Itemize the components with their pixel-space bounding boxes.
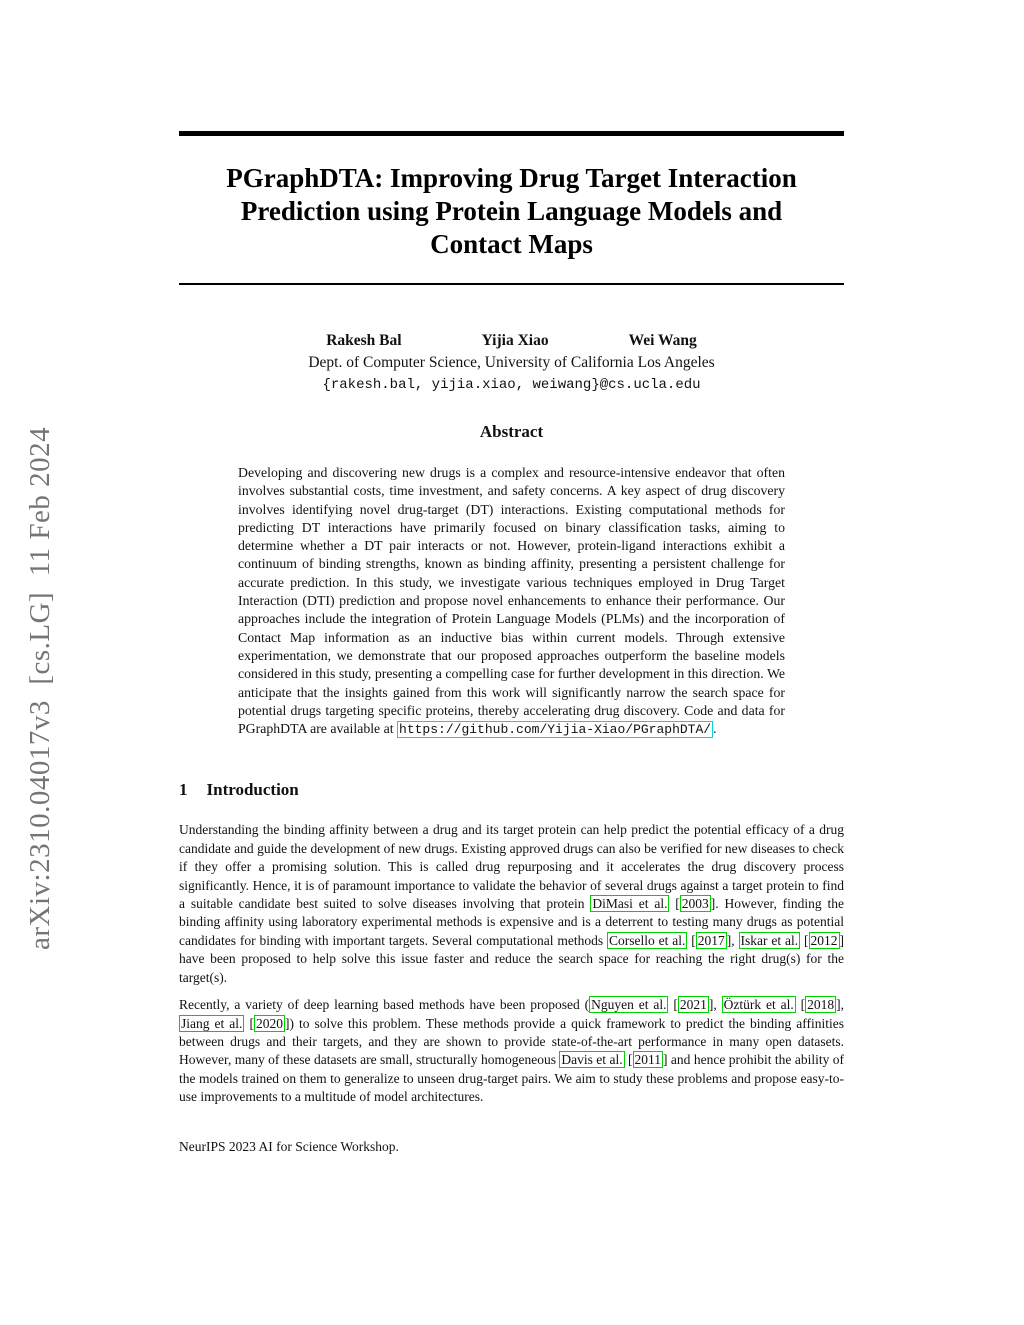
authors-affiliation: Dept. of Computer Science, University of California Los Angeles [308,354,715,371]
body-text-run: [ [687,932,696,948]
body-text-run: [ [624,1052,633,1068]
abstract-heading: Abstract [479,422,544,441]
citation-link[interactable]: 2021 [679,997,707,1013]
abstract-text [238,464,785,739]
citation-link[interactable]: Öztürk et al. [723,997,794,1013]
introduction-paragraph-2 [179,996,844,1106]
paper-title [179,162,844,261]
body-text-run: [ [795,997,806,1013]
paper-title-line-2: Prediction using Protein Language Models and [240,196,783,226]
citation-link[interactable]: 2020 [255,1015,283,1031]
body-text-run: [ [800,932,809,948]
body-text-run: ] have been proposed to help solve this issue faster and reduce the search space for reaching the right drug(s) for the target(s). [179,932,845,985]
body-text-run: [ [668,997,678,1013]
title-rule-top [179,131,844,136]
citation-link[interactable]: 2017 [697,932,725,948]
body-text-run: Understanding the binding affinity between a drug and its target protein can help predict the potential efficacy of a drug candidate and guide the development of new drugs. Existing approved drugs can also be verified for new diseases to check if they offer a promising solution. This is called drug repurposing and it accelerates the drug discovery process significantly. Hence, it is of paramount importance to validate the behavior of several drugs against a target protein to find a suitable candidate best suited to solve diseases involving that protein [179,822,844,912]
body-text-run: ], [708,997,722,1013]
body-text-run: Developing and discovering new drugs is a complex and resource-intensive endeavor that often involves substantial costs, time investment, and safety concerns. A key aspect of drug discovery involves identifying novel drug-target (DT) interactions. Existing computational methods for predicting DT interactions have primarily focused on binary classification tasks, aiming to determine whether a DT pair interacts or not. However, protein-ligand interactions exhibit a continuum of binding strengths, known as binding affinity, presenting a persistent challenge for accurate prediction. In this study, we investigate various techniques employed in Drug Target Interaction (DTI) prediction and propose novel enhancements to enhance their performance. Our approaches include the integration of Protein Language Models (PLMs) and the incorporation of Contact Map information as an inductive bias within current models. Through extensive experimentation, we demonstrate that our proposed approaches outperform the baseline models considered in this study, presenting a compelling case for further development in this direction. We anticipate that the insights gained from this work will significantly narrow the search space for potential drugs targeting specific proteins, thereby accelerating drug discovery. Code and data for PGraphDTA are available at [238,465,785,737]
body-text-run: ], [836,997,845,1013]
paper-title-line-3: Contact Maps [430,229,593,259]
body-text-run: ], [726,932,739,948]
citation-link[interactable]: Jiang et al. [181,1015,243,1031]
paper-title-line-1: PGraphDTA: Improving Drug Target Interaction [226,163,797,193]
body-text-run: . [713,721,717,737]
page-content [179,0,844,1156]
title-rule-bottom [179,283,844,285]
authors-row [179,331,844,350]
author-name-2: Yijia Xiao [481,332,549,349]
citation-link[interactable]: DiMasi et al. [592,896,668,912]
section-heading-introduction [179,779,844,801]
citation-link[interactable]: Iskar et al. [740,932,799,948]
arxiv-watermark: arXiv:2310.04017v3 [cs.LG] 11 Feb 2024 [24,426,56,950]
body-text-run: ]) to solve this problem. These methods provide a quick framework to predict the binding affinities between drugs and their targets, and they are shown to provide state-of-the-art performance in many open datasets. However, many of these datasets are small, structurally homogeneous [179,1015,844,1068]
author-name-3: Wei Wang [628,332,697,349]
body-text-run: [ [669,896,680,912]
introduction-paragraph-1 [179,821,844,987]
citation-link[interactable]: 2012 [810,932,838,948]
citation-link[interactable]: Davis et al. [561,1052,623,1068]
citation-link[interactable]: 2003 [681,896,709,912]
citation-link[interactable]: 2018 [807,997,835,1013]
body-text-run: ] and hence prohibit the ability of the models trained on them to generalize to unseen drug-target pairs. We aim to study these problems and propose easy-to-use improvements to a multitude of model architectures. [179,1052,844,1105]
author-name-1: Rakesh Bal [326,332,402,349]
section-number: 1 [179,780,188,800]
body-text-run: ]. However, finding the binding affinity using laboratory experimental methods is expensive and is a deterrent to testing many drugs as potential candidates for binding with important targets. Several computational methods [179,896,844,948]
citation-link[interactable]: Corsello et al. [608,932,686,948]
authors-emails: {rakesh.bal, yijia.xiao, weiwang}@cs.ucla.edu [322,377,701,393]
citation-link[interactable]: 2011 [634,1052,662,1068]
body-text-run: [ [244,1015,254,1031]
venue-footer: NeurIPS 2023 AI for Science Workshop. [179,1138,399,1154]
section-title: Introduction [206,780,299,800]
citation-link[interactable]: Nguyen et al. [591,997,667,1013]
body-text-run: Recently, a variety of deep learning based methods have been proposed ( [179,997,590,1013]
code-repository-link[interactable]: https://github.com/Yijia-Xiao/PGraphDTA/ [399,722,712,738]
